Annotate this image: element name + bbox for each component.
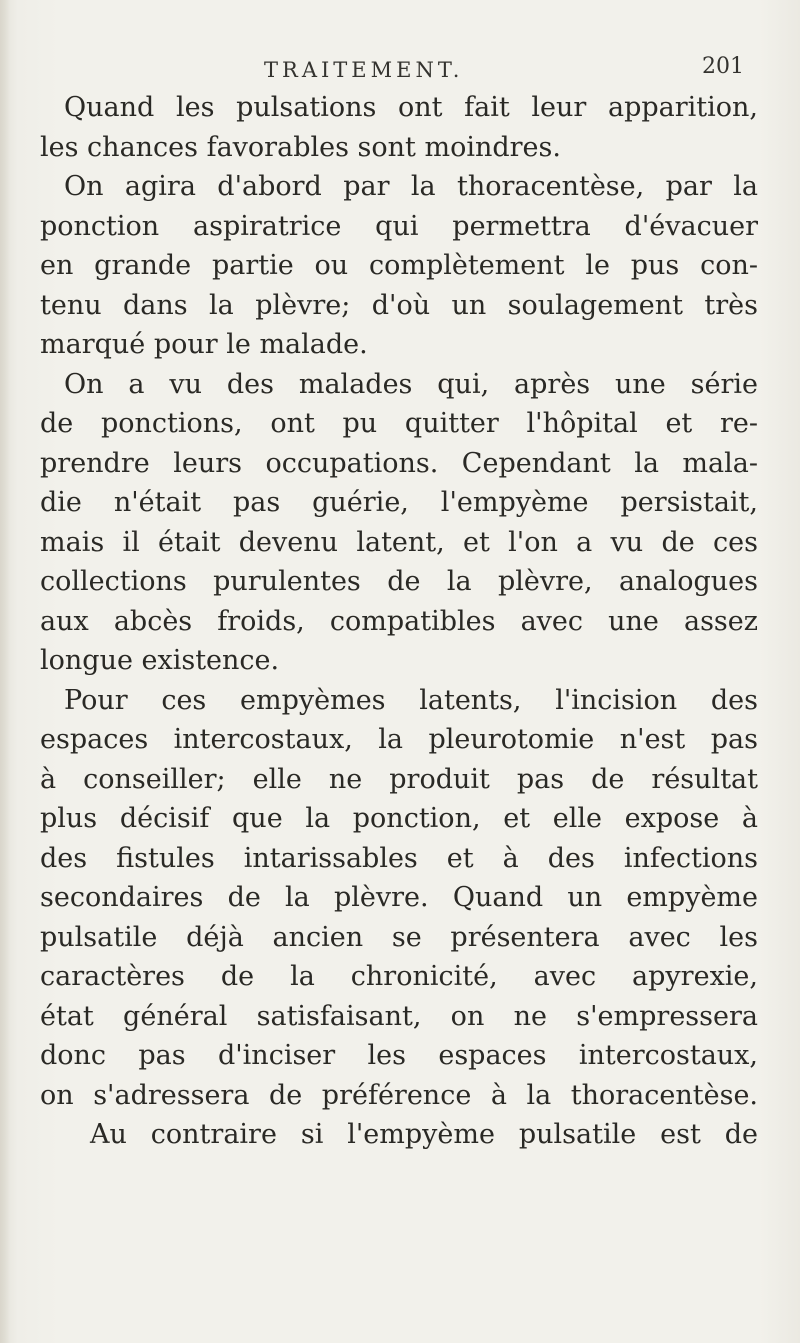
text-line: secondaires de la plèvre. Quand un empyème xyxy=(40,882,758,913)
running-head: TRAITEMENT. xyxy=(264,58,464,82)
gutter-shadow xyxy=(0,0,10,1343)
text-line: à conseiller; elle ne produit pas de résultat xyxy=(40,763,758,795)
text-line: collections purulentes de la plèvre, analogues xyxy=(40,566,758,597)
text-line: ponction aspiratrice qui permettra d'évacuer xyxy=(40,210,758,242)
text-line: des fistules intarissables et à des infections xyxy=(40,842,758,874)
text-line: die n'était pas guérie, l'empyème persistait, xyxy=(40,487,758,518)
text-line: espaces intercostaux, la pleurotomie n'est pas xyxy=(40,724,758,755)
text-line: Au contraire si l'empyème pulsatile est de xyxy=(90,1119,758,1150)
text-line: marqué pour le malade. xyxy=(40,329,368,360)
text-line: de ponctions, ont pu quitter l'hôpital et re- xyxy=(40,408,758,439)
text-line: en grande partie ou complètement le pus con- xyxy=(40,250,758,281)
page-number: 201 xyxy=(702,54,744,79)
text-line: mais il était devenu latent, et l'on a vu de ces xyxy=(40,526,758,558)
text-line: on s'adressera de préférence à la thoracentèse. xyxy=(40,1079,758,1111)
text-line: Quand les pulsations ont fait leur apparition, xyxy=(64,92,758,123)
text-line: On a vu des malades qui, après une série xyxy=(64,368,758,400)
text-line: les chances favorables sont moindres. xyxy=(40,131,561,163)
text-line: donc pas d'inciser les espaces intercostaux, xyxy=(40,1040,758,1071)
text-line: aux abcès froids, compatibles avec une assez xyxy=(40,605,758,637)
text-line: On agira d'abord par la thoracentèse, par la xyxy=(64,171,758,202)
text-line: pulsatile déjà ancien se présentera avec les xyxy=(40,921,758,953)
text-line: caractères de la chronicité, avec apyrexie, xyxy=(40,961,758,992)
text-line: plus décisif que la ponction, et elle expose à xyxy=(40,803,758,834)
body-text xyxy=(40,88,758,1155)
text-line: état général satisfaisant, on ne s'empressera xyxy=(40,1000,758,1032)
text-line: tenu dans la plèvre; d'où un soulagement très xyxy=(40,289,758,321)
text-line: longue existence. xyxy=(40,645,280,676)
text-line: prendre leurs occupations. Cependant la mala- xyxy=(40,447,758,479)
page-header xyxy=(0,54,800,88)
text-line: Pour ces empyèmes latents, l'incision des xyxy=(64,684,758,716)
